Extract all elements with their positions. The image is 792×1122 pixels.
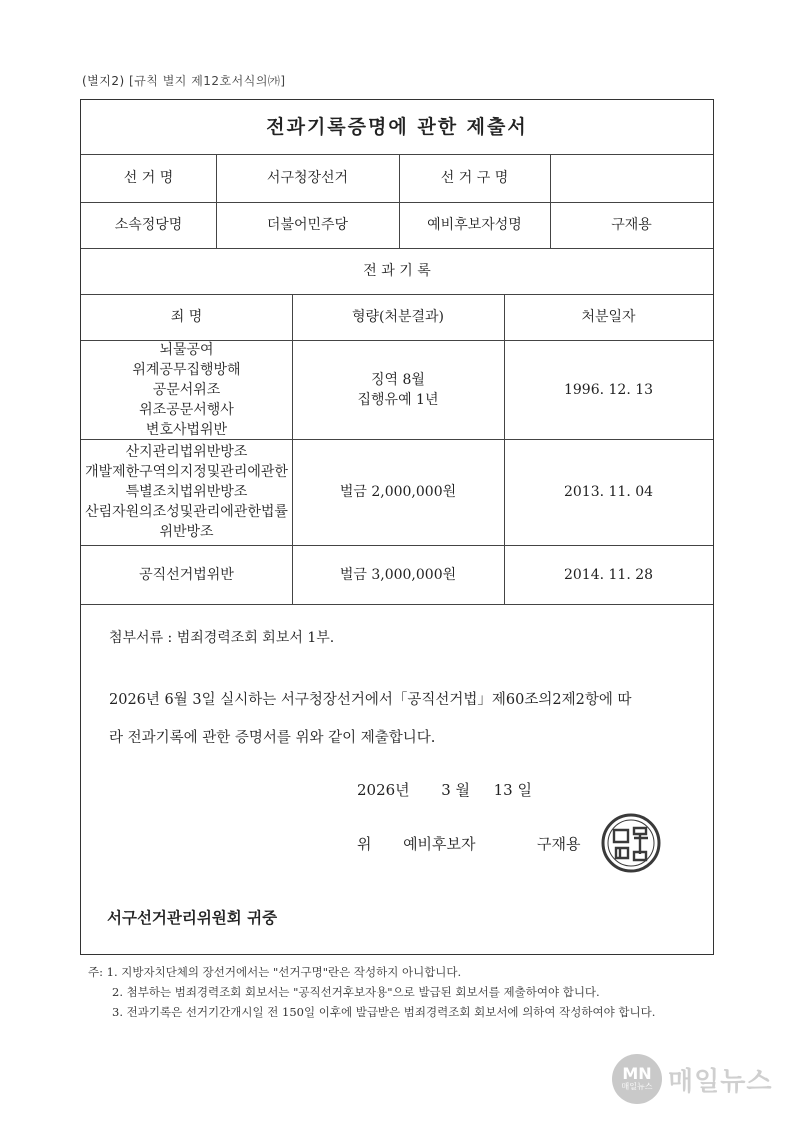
date-year: 2026년 [357, 781, 410, 799]
record-2-sentence: 벌금 2,000,000원 [339, 484, 457, 500]
record-3-crimes: 공직선거법위반 [139, 566, 234, 583]
record-section-title: 전 과 기 록 [363, 263, 431, 279]
watermark-badge [612, 1054, 662, 1104]
crime-item: 산지관리법위반방조 [125, 444, 248, 460]
attachment-note: 첨부서류 : 범죄경력조회 회보서 1부. [109, 630, 335, 646]
submission-date [357, 778, 532, 802]
sentence-item: 징역 8월 [371, 371, 425, 388]
seal-stamp [600, 812, 662, 874]
addressee: 서구선거관리위원회 귀중 [107, 909, 278, 927]
watermark [612, 1054, 772, 1104]
form-title: 전과기록증명에 관한 제출서 [266, 116, 528, 138]
party-label: 소속정당명 [114, 217, 183, 233]
candidate-value: 구재용 [611, 217, 652, 233]
column-header-crime: 죄 명 [170, 309, 203, 325]
crime-item: 공문서위조 [152, 381, 221, 398]
signer-name: 구재용 [537, 835, 581, 853]
column-header-sentence: 형량(처분결과) [351, 309, 445, 325]
footnote-1: 주: 1. 지방자치단체의 장선거에서는 "선거구명"란은 작성하지 아니합니다. [88, 965, 462, 979]
form-label: (별지2) [82, 74, 125, 88]
watermark-badge-logo: MN [622, 1064, 652, 1083]
crime-item: 뇌물공여 [159, 341, 214, 358]
crime-item: 위계공무집행방해 [132, 361, 241, 378]
footnote-2: 2. 첨부하는 범죄경력조회 회보서는 "공직선거후보자용"으로 발급된 회보서를 제출하여야 합니다. [112, 985, 600, 999]
statement-line-2: 라 전과기록에 관한 증명서를 위와 같이 제출합니다. [109, 730, 436, 746]
form-rule-reference: [규칙 별지 제12호서식의㈎] [129, 74, 286, 88]
crime-item: 위조공문서행사 [139, 401, 234, 418]
date-month: 3 월 [441, 781, 471, 799]
district-value [550, 154, 713, 202]
record-3-sentence: 벌금 3,000,000원 [339, 566, 457, 583]
record-1-crimes [81, 340, 292, 439]
record-2-date: 2013. 11. 04 [563, 484, 654, 500]
footnotes [88, 962, 655, 1022]
party-value: 더불어민주당 [266, 217, 349, 233]
crime-item: 특별조치법위반방조 [125, 484, 248, 500]
record-1-sentence [292, 340, 504, 439]
district-label: 선 거 구 명 [440, 170, 509, 186]
footnote-3: 3. 전과기록은 선거기간개시일 전 150일 이후에 발급받은 범죄경력조회 회보서에 의하여 작성하여야 합니다. [112, 1005, 656, 1019]
crime-item: 산림자원의조성및관리에관한법률 [85, 504, 288, 520]
record-3-date: 2014. 11. 28 [563, 566, 654, 583]
sentence-item: 집행유예 1년 [357, 391, 439, 408]
crime-item: 변호사법위반 [145, 421, 228, 438]
record-2-crimes [81, 439, 292, 545]
form-reference [82, 72, 286, 89]
election-name-value: 서구청장선거 [266, 170, 349, 186]
watermark-text: 매일뉴스 [668, 1066, 773, 1097]
date-day: 13 일 [493, 781, 532, 799]
column-header-date: 처분일자 [581, 309, 636, 325]
crime-item: 위반방조 [159, 524, 214, 540]
election-name-label: 선 거 명 [123, 170, 174, 186]
candidate-label: 예비후보자성명 [427, 217, 522, 233]
watermark-badge-sub: 매일뉴스 [621, 1082, 653, 1091]
crime-item: 개발제한구역의지정및관리에관한 [85, 464, 288, 480]
statement-line-1: 2026년 6월 3일 실시하는 서구청장선거에서「공직선거법」제60조의2제2항에 따 [109, 692, 632, 708]
signer-prefix: 위 [357, 835, 372, 853]
record-1-date: 1996. 12. 13 [563, 381, 654, 398]
signer-role: 예비후보자 [403, 835, 476, 853]
signer-line [357, 832, 476, 856]
